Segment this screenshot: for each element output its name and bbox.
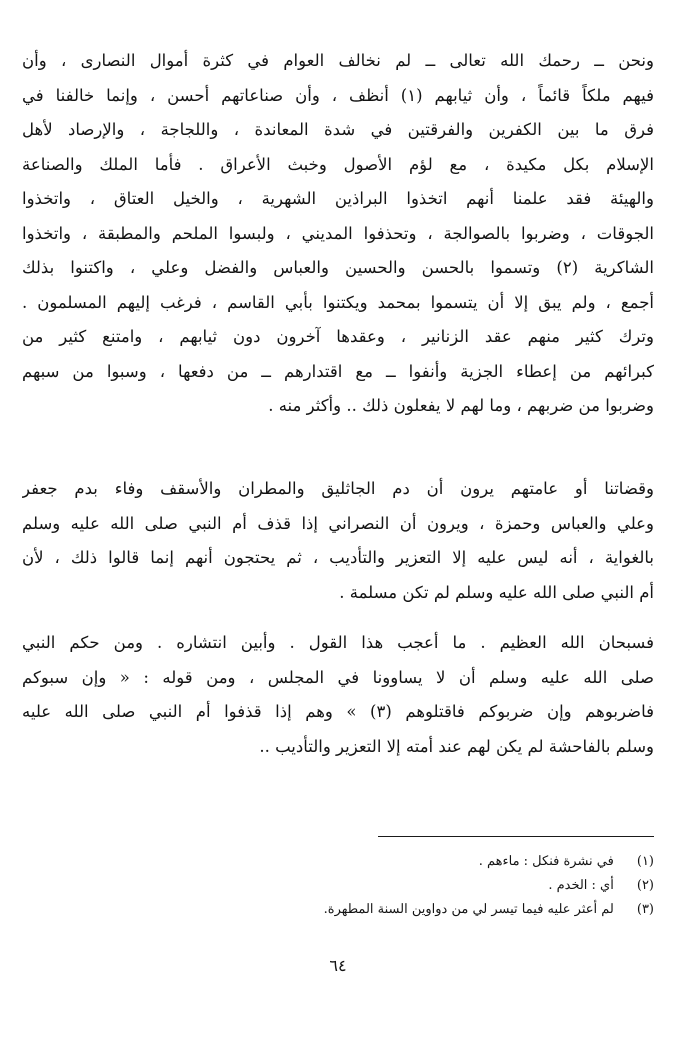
- footnotes: [22, 850, 654, 922]
- footnote-divider: [378, 836, 654, 837]
- text-line: الإسلام بكل مكيدة ، مع لؤم الأصول وخبث الأعراق . فأما الملك والصناعة: [22, 154, 654, 174]
- footnote-text: في نشرة فنكل : ماءهم .: [478, 854, 614, 869]
- footnote-2: [22, 874, 654, 898]
- footnote-1: [22, 850, 654, 874]
- paragraph-3: [22, 626, 654, 764]
- text-line: الشاكرية (٢) وتسموا بالحسن والحسين والعباس والفضل وعلي ، واكتنوا بذلك: [22, 258, 654, 277]
- book-page: [22, 44, 654, 1004]
- text-line: فسبحان الله العظيم . ما أعجب هذا القول . وأبين انتشاره . ومن حكم النبي: [22, 633, 654, 652]
- text-line: فاضربوهم وإن ضربوكم فاقتلوهم (٣) » وهم إذا قذفوا أم النبي صلى الله عليه: [22, 702, 654, 721]
- text-line: الجوقات ، وضربوا بالصوالجة ، وتحذفوا المديني ، ولبسوا الملحم والمطبقة ، واتخذوا: [22, 223, 654, 243]
- text-line: وعلي والعباس وحمزة ، ويرون أن النصراني إذا قذف أم النبي صلى الله عليه وسلم: [22, 513, 654, 533]
- text-line: فرق ما بين الكفرين والفرقتين في شدة المعاندة ، واللجاجة ، والإرصاد لأهل: [22, 120, 654, 139]
- paragraph-2: [22, 472, 654, 610]
- text-line: وسلم بالفاحشة لم يكن لهم عند أمته إلا التعزير والتأديب ..: [259, 736, 654, 756]
- footnote-number: (٢): [636, 878, 654, 893]
- text-line: ونحن ــ رحمك الله تعالى ــ لم نخالف العوام في كثرة أموال النصارى ، وأن: [22, 51, 654, 70]
- text-line: أجمع ، ولم يبق إلا أن يتسموا بمحمد ويكتنوا بأبي القاسم ، فرغب إليهم المسلمون .: [22, 292, 654, 312]
- text-line: صلى الله عليه وسلم أن لا يساوونا في المجلس ، ومن قوله : « وإن سبوكم: [22, 667, 654, 687]
- footnote-text: أي : الخدم .: [548, 878, 614, 893]
- text-line: وقضاتنا أو عامتهم يرون أن دم الجاثليق والمطران والأسقف وفاء بدم جعفر: [22, 479, 654, 498]
- footnote-number: (١): [636, 854, 654, 869]
- text-line: فيهم ملكاً قائماً ، وأن ثيابهم (١) أنظف ، وأن صناعاتهم أحسن ، وإنما خالفنا في: [22, 85, 654, 105]
- footnote-number: (٣): [636, 902, 654, 917]
- text-line: وضربوا من ضربهم ، وما لهم لا يفعلون ذلك .. وأكثر منه .: [268, 396, 654, 415]
- text-line: بالغواية ، أنه ليس عليه إلا التعزير والتأديب ، ثم يحتجون أنهم إنما قالوا ذلك ، لأن: [22, 548, 654, 567]
- text-line: أم النبي صلى الله عليه وسلم لم تكن مسلمة .: [339, 582, 654, 602]
- footnote-3: [22, 898, 654, 922]
- text-line: وترك كثير منهم عقد الزنانير ، وعقدها آخرون دون ثيابهم ، وامتنع كثير من: [22, 327, 654, 346]
- paragraph-1: [22, 44, 654, 424]
- text-line: كبرائهم من إعطاء الجزية وأنفوا ــ مع اقتدارهم ــ من دفعها ، وسبوا من سبهم: [22, 361, 654, 381]
- footnote-text: لم أعثر عليه فيما تيسر لي من دواوين السنة المطهرة.: [323, 902, 614, 917]
- text-line: والهيئة فقد علمنا أنهم اتخذوا البراذين الشهرية ، والخيل العتاق ، واتخذوا: [22, 189, 654, 208]
- page-number: ٦٤: [329, 956, 347, 975]
